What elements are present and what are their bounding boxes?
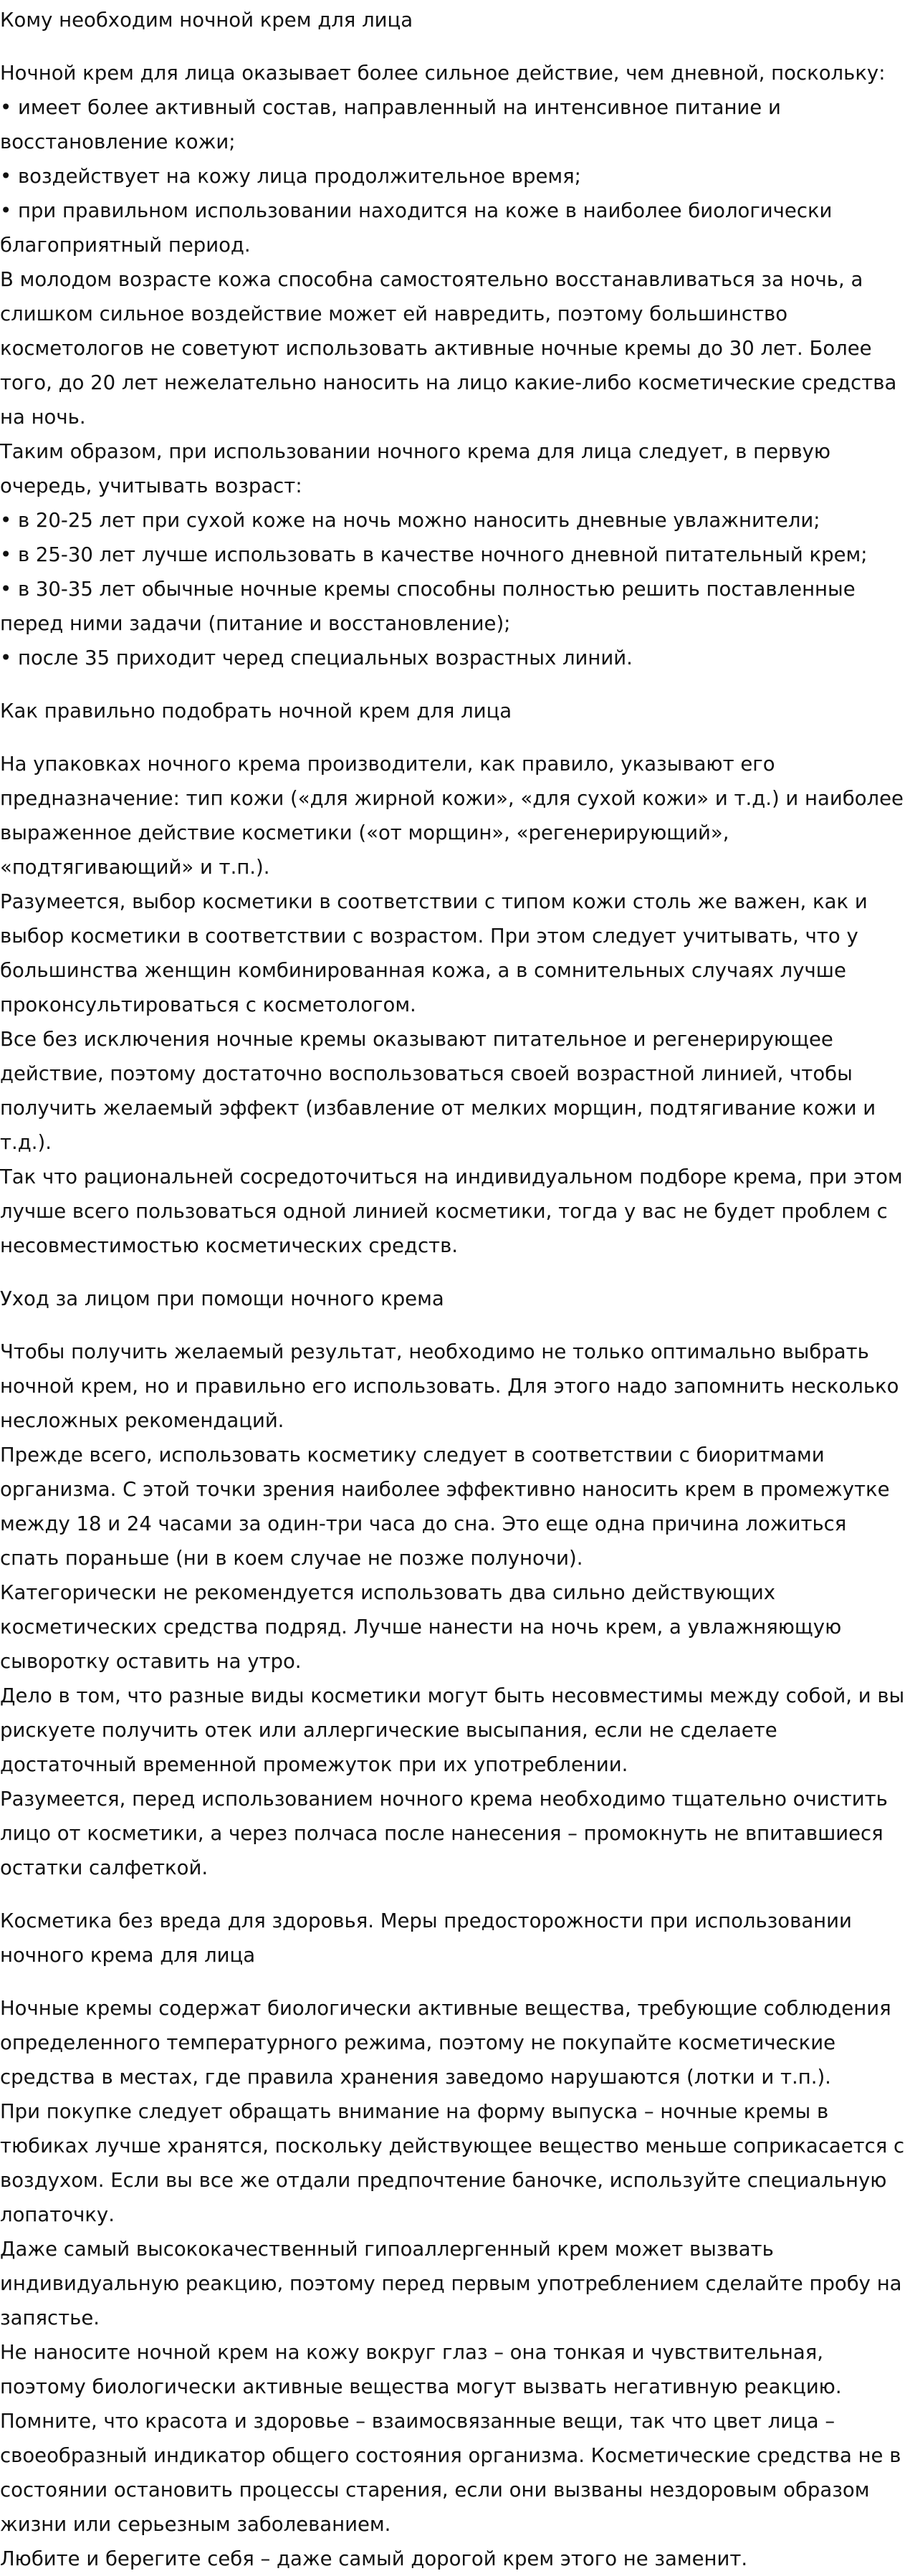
paragraph: Дело в том, что разные виды косметики могут быть несовместимы между собой, и вы рискуете получить отек или аллергические высыпания, если не сделаете достаточный временной промежуток при их употреблении. <box>0 1684 905 1776</box>
paragraph: Ночные кремы содержат биологически активные вещества, требующие соблюдения определенного температурного режима, поэтому не покупайте косметические средства в местах, где правила хранения заведомо нарушаются (лотки и т.п.). <box>0 1997 891 2089</box>
paragraph: На упаковках ночного крема производители, как правило, указывают его предназначение: тип кожи («для жирной кожи», «для сухой кожи» и т.д.) и наиболее выраженное действие косметики («от морщин», «регенерирующий», «подтягивающий» и т.п.). <box>0 753 904 879</box>
spacer <box>0 728 910 747</box>
spacer <box>0 37 910 56</box>
paragraph: Разумеется, выбор косметики в соответствии с типом кожи столь же важен, как и выбор косметики в соответствии с возрастом. При этом следует учитывать, что у большинства женщин комбинированная кожа, а в сомнительных случаях лучше проконсультироваться с косметологом. <box>0 890 868 1016</box>
spacer <box>0 1263 910 1282</box>
section-body <box>0 56 910 675</box>
spacer <box>0 1316 910 1335</box>
section-heading: Косметика без вреда для здоровья. Меры предосторожности при использовании ночного крема для лица <box>0 1909 852 1967</box>
bullet-item: • при правильном использовании находится на коже в наиболее биологически благоприятный период. <box>0 199 833 257</box>
paragraph: В молодом возрасте кожа способна самостоятельно восстанавливаться за ночь, а слишком сильное воздействие может ей навредить, поэтому большинство косметологов не советуют использовать активные ночные кремы до 30 лет. Более того, до 20 лет нежелательно наносить на лицо какие-либо косметические средства на ночь. <box>0 268 897 429</box>
paragraph: Таким образом, при использовании ночного крема для лица следует, в первую очередь, учитывать возраст: <box>0 440 831 497</box>
section-body <box>0 1991 910 2576</box>
paragraph: Так что рациональней сосредоточиться на индивидуальном подборе крема, при этом лучше всего пользоваться одной линией косметики, тогда у вас не будет проблем с несовместимостью косметических средств. <box>0 1165 903 1257</box>
section-heading: Уход за лицом при помощи ночного крема <box>0 1287 444 1310</box>
section-body <box>0 747 910 1263</box>
paragraph: Все без исключения ночные кремы оказывают питательное и регенерирующее действие, поэтому достаточно воспользоваться своей возрастной линией, чтобы получить желаемый эффект (избавление от мелких морщин, подтягивание кожи и т.д.). <box>0 1028 876 1154</box>
paragraph: Чтобы получить желаемый результат, необходимо не только оптимально выбрать ночной крем, но и правильно его использовать. Для этого надо запомнить несколько несложных рекомендаций. <box>0 1340 899 1432</box>
paragraph: Помните, что красота и здоровье – взаимосвязанные вещи, так что цвет лица – своеобразный индикатор общего состояния организма. Косметические средства не в состоянии остановить процессы старения, если они вызваны нездоровым образом жизни или серьезным заболеванием. <box>0 2410 901 2536</box>
spacer <box>0 1972 910 1991</box>
section-how-to-choose <box>0 694 910 1263</box>
section-who-needs-night-cream <box>0 3 910 675</box>
section-skin-care <box>0 1282 910 1885</box>
paragraph: Ночной крем для лица оказывает более сильное действие, чем дневной, поскольку: <box>0 62 886 85</box>
spacer <box>0 1885 910 1904</box>
spacer <box>0 675 910 694</box>
paragraph: При покупке следует обращать внимание на форму выпуска – ночные кремы в тюбиках лучше хранятся, поскольку действующее вещество меньше соприкасается с воздухом. Если вы все же отдали предпочтение баночке, используйте специальную лопаточку. <box>0 2100 905 2226</box>
paragraph: Категорически не рекомендуется использовать два сильно действующих косметических средства подряд. Лучше нанести на ночь крем, а увлажняющую сыворотку оставить на утро. <box>0 1581 842 1673</box>
bullet-item: • воздействует на кожу лица продолжительное время; <box>0 165 581 188</box>
paragraph: Разумеется, перед использованием ночного крема необходимо тщательно очистить лицо от косметики, а через полчаса после нанесения – промокнуть не впитавшиеся остатки салфеткой. <box>0 1788 888 1879</box>
bullet-item: • имеет более активный состав, направленный на интенсивное питание и восстановление кожи; <box>0 96 781 153</box>
bullet-item: • в 20-25 лет при сухой коже на ночь можно наносить дневные увлажнители; <box>0 509 820 532</box>
bullet-item: • в 30-35 лет обычные ночные кремы способны полностью решить поставленные перед ними задачи (питание и восстановление); <box>0 578 856 635</box>
section-heading: Кому необходим ночной крем для лица <box>0 9 413 32</box>
paragraph: Прежде всего, использовать косметику следует в соответствии с биоритмами организма. С этой точки зрения наиболее эффективно наносить крем в промежутке между 18 и 24 часами за один-три часа до сна. Это еще одна причина ложиться спать пораньше (ни в коем случае не позже полуночи). <box>0 1444 890 1570</box>
section-heading: Как правильно подобрать ночной крем для лица <box>0 700 512 722</box>
bullet-item: • в 25-30 лет лучше использовать в качестве ночного дневной питательный крем; <box>0 543 868 566</box>
paragraph: Любите и берегите себя – даже самый дорогой крем этого не заменит. <box>0 2547 748 2570</box>
paragraph: Даже самый высококачественный гипоаллергенный крем может вызвать индивидуальную реакцию, поэтому перед первым употреблением сделайте пробу на запястье. <box>0 2238 902 2329</box>
paragraph: Не наносите ночной крем на кожу вокруг глаз – она тонкая и чувствительная, поэтому биологически активные вещества могут вызвать негативную реакцию. <box>0 2341 842 2398</box>
bullet-item: • после 35 приходит черед специальных возрастных линий. <box>0 647 633 669</box>
section-safety-precautions <box>0 1904 910 2576</box>
section-body <box>0 1335 910 1885</box>
